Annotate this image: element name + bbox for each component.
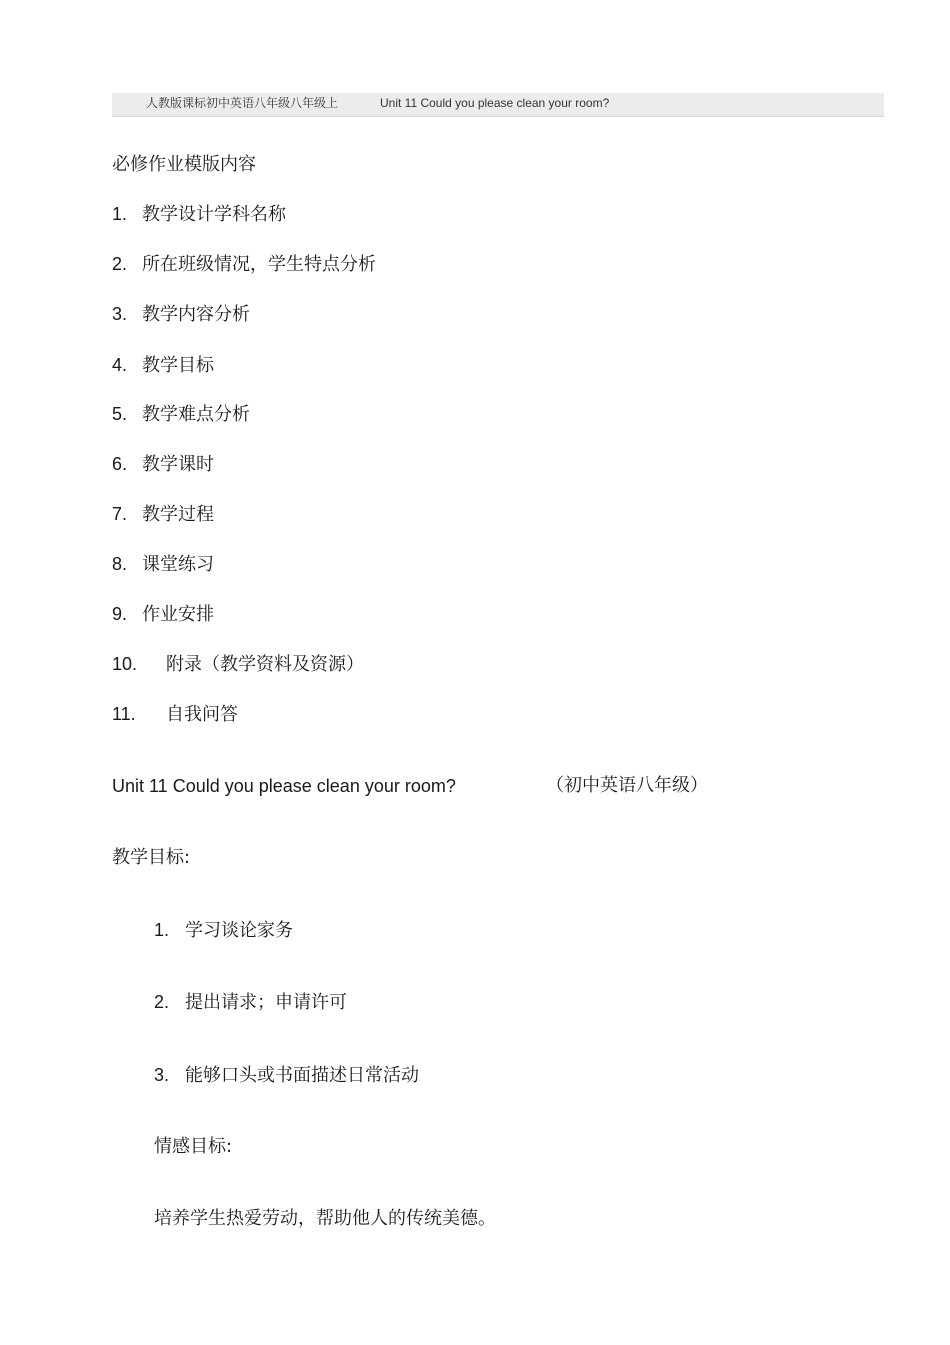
item-text: 教学难点分析: [142, 404, 250, 425]
template-item: [112, 552, 214, 577]
objective-item: [154, 990, 347, 1015]
item-text: 教学过程: [142, 504, 214, 525]
item-text: 所在班级情况，学生特点分析: [142, 254, 376, 275]
template-item: [112, 402, 250, 427]
item-text: 提出请求；申请许可: [185, 992, 347, 1013]
item-text: 课堂练习: [142, 554, 214, 575]
page-header: [112, 93, 884, 117]
item-number: 9.: [112, 604, 128, 624]
item-number: 6.: [112, 454, 128, 474]
item-number: 1.: [112, 204, 128, 224]
template-item: [112, 353, 214, 378]
item-number: 4.: [112, 355, 128, 375]
item-text: 教学课时: [142, 454, 214, 475]
item-text: 自我问答: [166, 704, 238, 725]
item-number: 3.: [154, 1065, 170, 1085]
item-text: 作业安排: [142, 604, 214, 625]
template-item: [112, 302, 250, 327]
item-text: 附录（教学资料及资源）: [166, 654, 364, 675]
item-number: 2.: [154, 992, 170, 1012]
item-text: 教学内容分析: [142, 304, 250, 325]
objectives-heading: 教学目标:: [112, 847, 191, 868]
item-text: 教学目标: [142, 355, 214, 376]
template-item: [112, 452, 214, 477]
item-number: 5.: [112, 404, 128, 424]
objective-item: [154, 918, 293, 943]
header-course-title: 人教版课标初中英语八年级八年级上: [146, 96, 339, 110]
unit-title: Unit 11 Could you please clean your room?: [112, 776, 456, 796]
header-unit-title: Unit 11 Could you please clean your room?: [380, 96, 610, 110]
emotional-heading: 情感目标:: [154, 1136, 233, 1157]
item-number: 10.: [112, 654, 138, 674]
item-number: 8.: [112, 554, 128, 574]
template-item: [112, 602, 214, 627]
item-number: 11.: [112, 704, 136, 724]
template-title: 必修作业模版内容: [112, 154, 256, 175]
item-number: 2.: [112, 254, 128, 274]
item-number: 3.: [112, 304, 128, 324]
item-text: 能够口头或书面描述日常活动: [185, 1065, 419, 1086]
objective-item: [154, 1063, 419, 1088]
item-number: 7.: [112, 504, 128, 524]
template-item: [112, 252, 376, 277]
item-text: 学习谈论家务: [185, 920, 293, 941]
template-item: [112, 502, 214, 527]
template-item: [112, 702, 238, 727]
unit-grade: （初中英语八年级）: [546, 775, 708, 796]
template-item: [112, 652, 364, 677]
item-number: 1.: [154, 920, 170, 940]
emotional-text: 培养学生热爱劳动，帮助他人的传统美德。: [154, 1208, 496, 1229]
item-text: 教学设计学科名称: [142, 204, 286, 225]
template-item: [112, 202, 286, 227]
